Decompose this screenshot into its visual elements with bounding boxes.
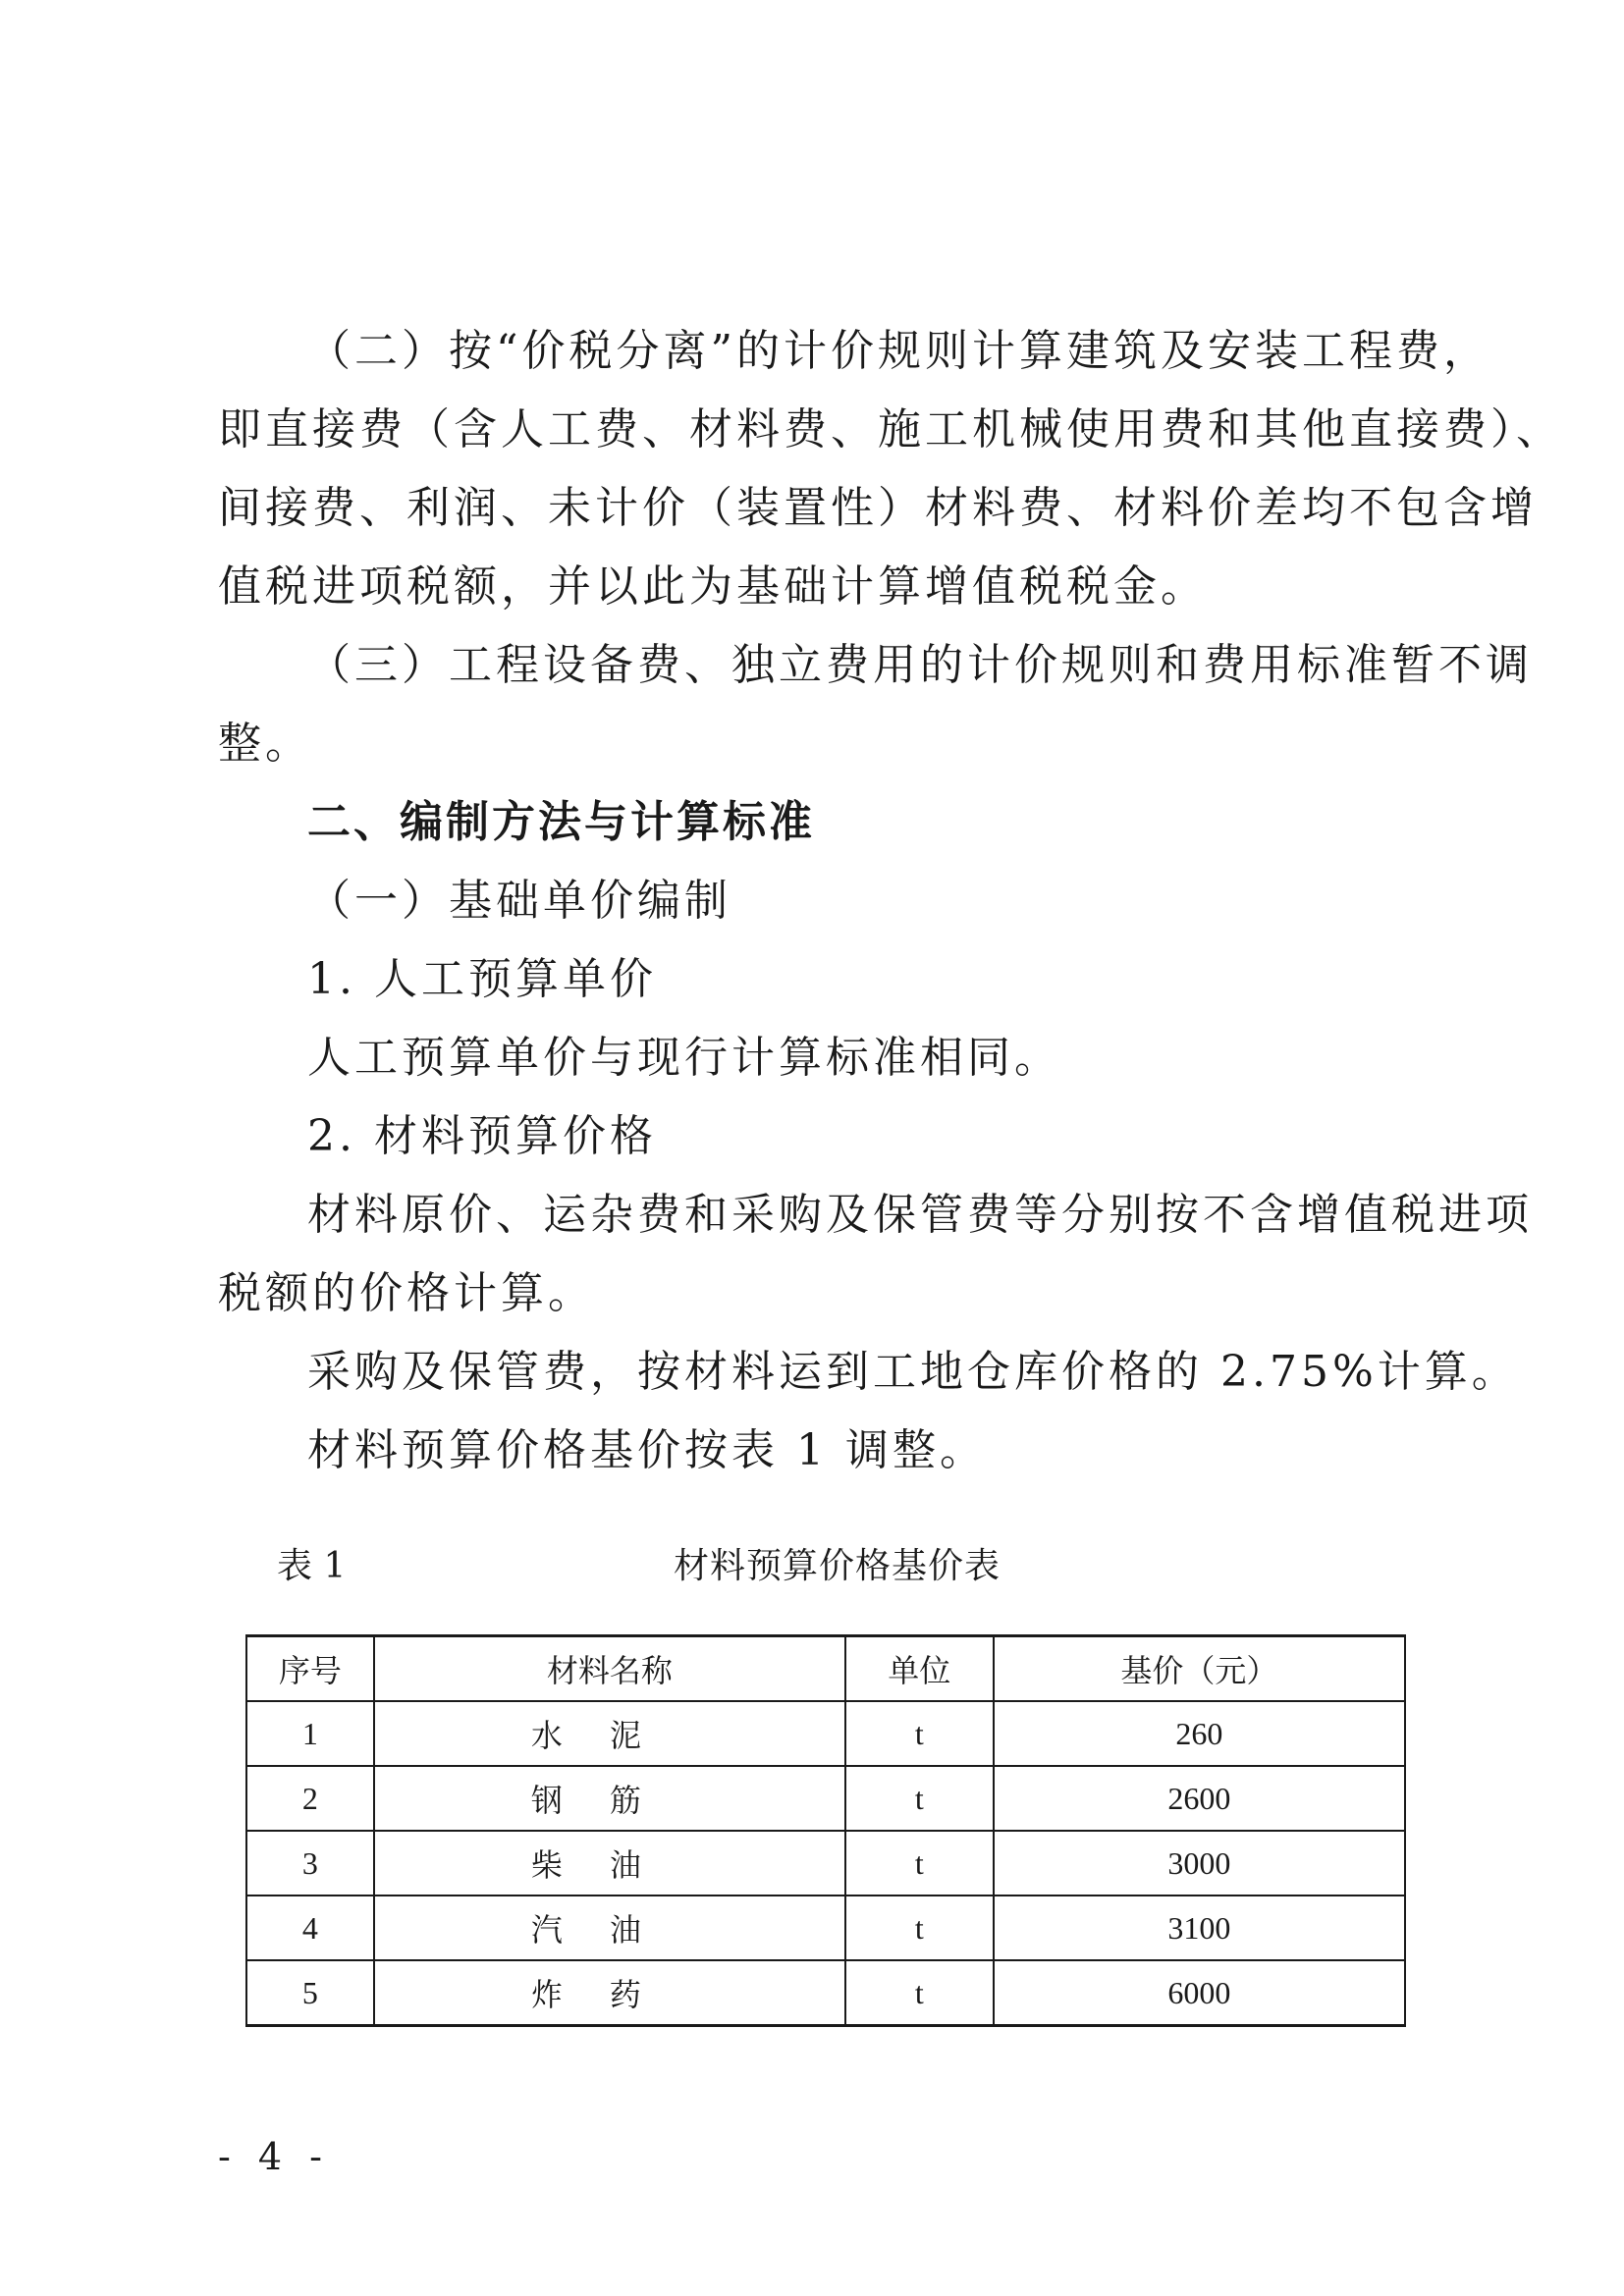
- section-heading: 二、编制方法与计算标准: [307, 797, 815, 847]
- table-header-row: [246, 1636, 1405, 1702]
- cell-material-name: 炸药: [374, 1960, 845, 2026]
- item-heading: 1. 人工预算单价: [307, 954, 657, 1004]
- cell-unit: t: [845, 1960, 994, 2026]
- cell-index: 3: [246, 1831, 374, 1896]
- paragraph-line: 材料预算价格基价按表 1 调整。: [307, 1425, 987, 1475]
- paragraph-line: （三）工程设备费、独立费用的计价规则和费用标准暂不调: [307, 640, 1533, 690]
- paragraph-line: 税额的价格计算。: [218, 1268, 595, 1318]
- cell-material-name: 钢筋: [374, 1766, 845, 1831]
- page-number: - 4 -: [218, 2135, 331, 2178]
- cell-unit: t: [845, 1831, 994, 1896]
- table-row: [246, 1960, 1405, 2026]
- paragraph-line: 材料原价、运杂费和采购及保管费等分别按不含增值税进项: [307, 1190, 1533, 1240]
- paragraph-line: 即直接费（含人工费、材料费、施工机械使用费和其他直接费）、: [218, 404, 1563, 454]
- cell-base-price: 2600: [994, 1766, 1405, 1831]
- cell-unit: t: [845, 1701, 994, 1766]
- table-label: 表 1: [277, 1546, 347, 1586]
- header-material-name: 材料名称: [374, 1636, 845, 1702]
- cell-base-price: 6000: [994, 1960, 1405, 2026]
- cell-index: 1: [246, 1701, 374, 1766]
- table-row: [246, 1766, 1405, 1831]
- cell-base-price: 3000: [994, 1831, 1405, 1896]
- cell-unit: t: [845, 1766, 994, 1831]
- item-heading: 2. 材料预算价格: [307, 1111, 657, 1161]
- subsection-heading: （一）基础单价编制: [307, 876, 731, 926]
- table-row: [246, 1896, 1405, 1960]
- header-index: 序号: [246, 1636, 374, 1702]
- cell-index: 2: [246, 1766, 374, 1831]
- cell-index: 5: [246, 1960, 374, 2026]
- table-row: [246, 1831, 1405, 1896]
- paragraph-line: 整。: [218, 719, 312, 769]
- paragraph-line: 值税进项税额，并以此为基础计算增值税税金。: [218, 561, 1208, 612]
- header-unit: 单位: [845, 1636, 994, 1702]
- table-title: 材料预算价格基价表: [674, 1546, 1001, 1586]
- cell-base-price: 3100: [994, 1896, 1405, 1960]
- paragraph-line: （二）按“价税分离”的计价规则计算建筑及安装工程费，: [307, 326, 1490, 376]
- paragraph-line: 采购及保管费，按材料运到工地仓库价格的 2.75%计算。: [307, 1347, 1519, 1397]
- cell-index: 4: [246, 1896, 374, 1960]
- header-base-price: 基价（元）: [994, 1636, 1405, 1702]
- cell-base-price: 260: [994, 1701, 1405, 1766]
- cell-unit: t: [845, 1896, 994, 1960]
- table-row: [246, 1701, 1405, 1766]
- paragraph-line: 人工预算单价与现行计算标准相同。: [307, 1033, 1061, 1083]
- paragraph-line: 间接费、利润、未计价（装置性）材料费、材料价差均不包含增: [218, 483, 1538, 533]
- cell-material-name: 柴油: [374, 1831, 845, 1896]
- cell-material-name: 水泥: [374, 1701, 845, 1766]
- cell-material-name: 汽油: [374, 1896, 845, 1960]
- materials-price-table: [245, 1634, 1406, 2027]
